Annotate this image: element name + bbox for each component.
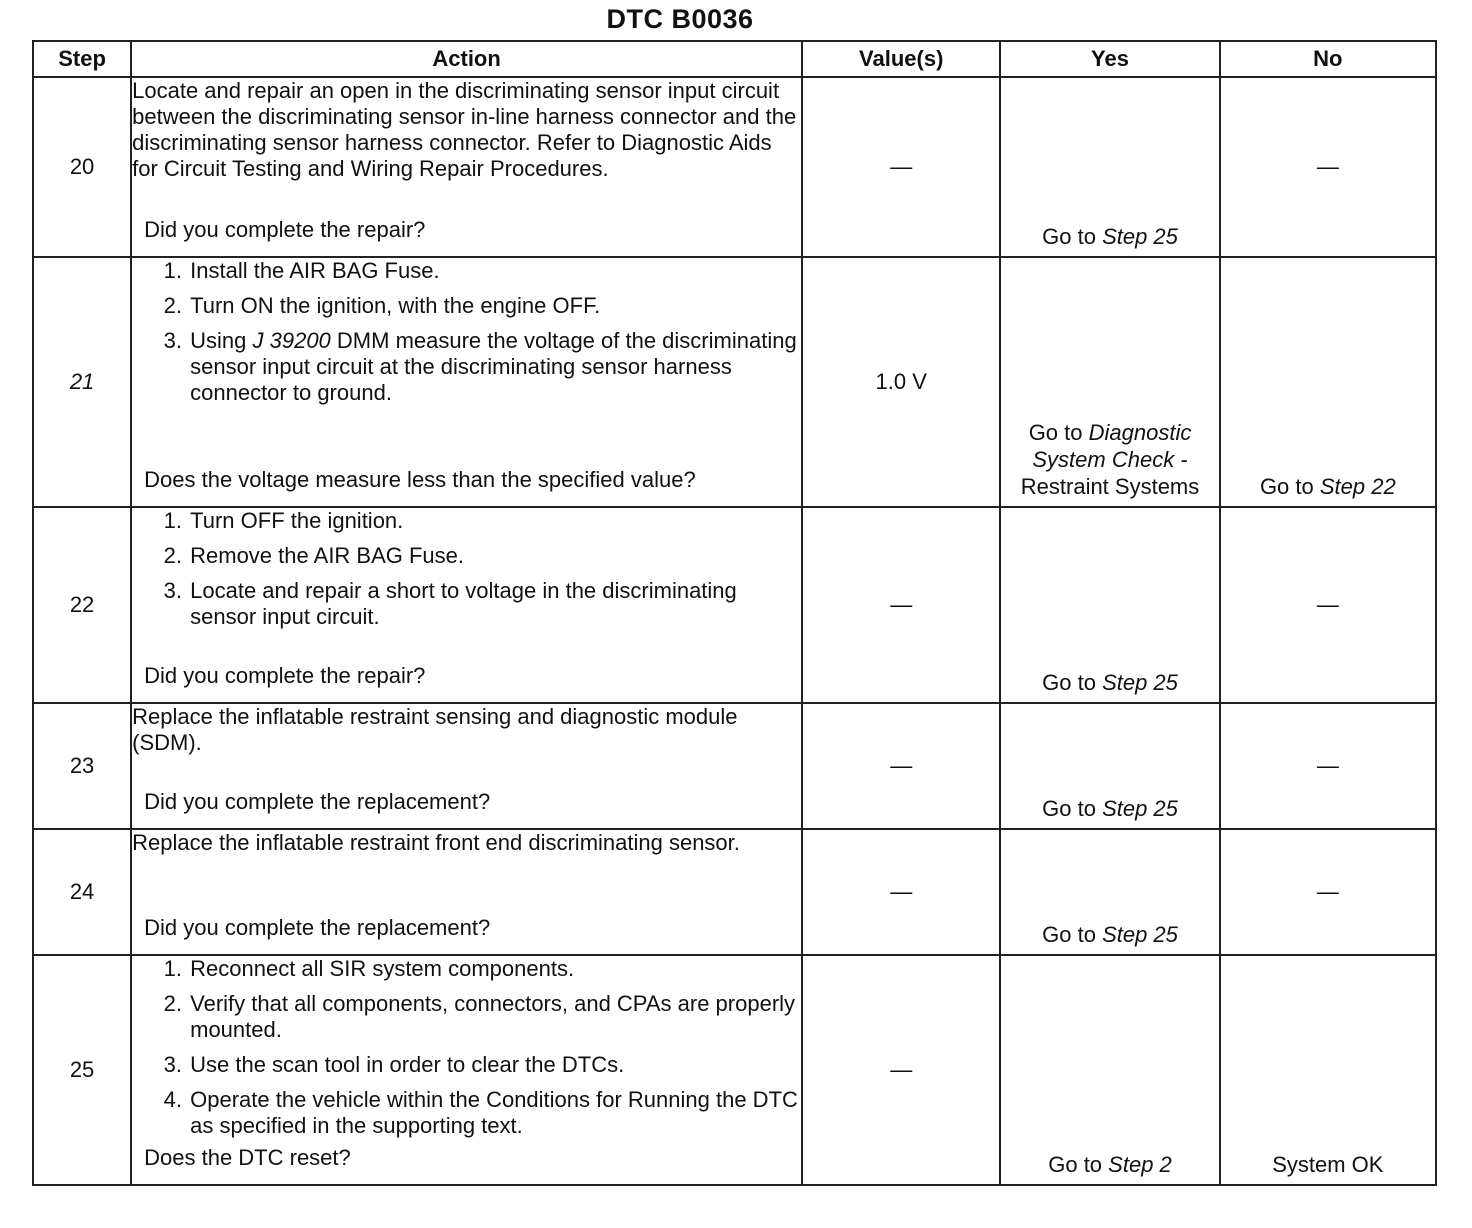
list-item: 1. Reconnect all SIR system components. bbox=[188, 956, 801, 982]
table-row bbox=[33, 77, 1436, 257]
action-text: Replace the inflatable restraint sensing and diagnostic module (SDM). bbox=[132, 704, 738, 755]
no-cell: — bbox=[1220, 703, 1436, 829]
no-prefix: Go to bbox=[1259, 474, 1314, 499]
yes-cell bbox=[1000, 77, 1219, 257]
yes-cell bbox=[1000, 257, 1219, 507]
action-cell bbox=[131, 829, 802, 955]
yes-link[interactable]: Diagnostic System Check - bbox=[1032, 420, 1192, 472]
table-header-row bbox=[33, 41, 1436, 77]
value-cell: — bbox=[802, 507, 1000, 703]
action-cell bbox=[131, 257, 802, 507]
step-number: 21 bbox=[33, 257, 131, 507]
diagnostic-table bbox=[32, 40, 1437, 1186]
yes-prefix: Go to bbox=[1042, 922, 1096, 947]
header-no: No bbox=[1220, 41, 1436, 77]
yes-prefix: Go to bbox=[1042, 670, 1096, 695]
list-item: 2. Turn ON the ignition, with the engine OFF. bbox=[188, 293, 801, 319]
action-cell bbox=[131, 77, 802, 257]
list-item: 2. Remove the AIR BAG Fuse. bbox=[188, 543, 801, 569]
action-cell bbox=[131, 703, 802, 829]
value-cell: — bbox=[802, 703, 1000, 829]
action-question: Did you complete the repair? bbox=[144, 663, 426, 688]
header-step: Step bbox=[33, 41, 131, 77]
list-item: 2. Verify that all components, connectors, and CPAs are properly mounted. bbox=[188, 991, 801, 1043]
header-action: Action bbox=[131, 41, 802, 77]
value-cell: — bbox=[802, 955, 1000, 1185]
action-cell bbox=[131, 507, 802, 703]
action-question: Did you complete the replacement? bbox=[144, 915, 491, 940]
action-question: Does the voltage measure less than the specified value? bbox=[144, 467, 696, 492]
action-text: Locate and repair an open in the discriminating sensor input circuit between the discriminating sensor in-line harness connector and the discriminating sensor harness connector. Refer to Diagnostic Aids for Circuit Testing and Wiring Repair Procedures. bbox=[132, 78, 797, 181]
step-number: 20 bbox=[33, 77, 131, 257]
value-cell: — bbox=[802, 77, 1000, 257]
tool-reference: J 39200 bbox=[252, 328, 331, 353]
no-cell bbox=[1220, 257, 1436, 507]
list-item: 4. Operate the vehicle within the Conditions for Running the DTC as specified in the supporting text. bbox=[188, 1087, 801, 1139]
no-result: System OK bbox=[1272, 1152, 1384, 1177]
action-question: Did you complete the replacement? bbox=[144, 789, 491, 814]
table-row bbox=[33, 257, 1436, 507]
list-item: 3. Use the scan tool in order to clear the DTCs. bbox=[188, 1052, 801, 1078]
yes-prefix: Go to bbox=[1028, 420, 1083, 445]
yes-cell bbox=[1000, 829, 1219, 955]
table-row bbox=[33, 507, 1436, 703]
list-item: 3. Using J 39200 DMM measure the voltage of the discriminating sensor input circuit at the discriminating sensor harness connector to ground. bbox=[188, 328, 801, 406]
yes-cell bbox=[1000, 507, 1219, 703]
yes-prefix: Go to bbox=[1048, 1152, 1103, 1177]
table-row bbox=[33, 829, 1436, 955]
header-values: Value(s) bbox=[802, 41, 1000, 77]
action-list bbox=[132, 258, 801, 406]
yes-suffix: Restraint Systems bbox=[1020, 474, 1200, 499]
no-cell bbox=[1220, 955, 1436, 1185]
yes-link[interactable]: Step 25 bbox=[1102, 224, 1178, 249]
yes-link[interactable]: Step 25 bbox=[1102, 670, 1178, 695]
action-question: Does the DTC reset? bbox=[144, 1145, 351, 1170]
yes-prefix: Go to bbox=[1042, 796, 1096, 821]
header-yes: Yes bbox=[1000, 41, 1219, 77]
table-row bbox=[33, 703, 1436, 829]
list-item: 1. Install the AIR BAG Fuse. bbox=[188, 258, 801, 284]
yes-link[interactable]: Step 2 bbox=[1108, 1152, 1172, 1177]
no-cell: — bbox=[1220, 507, 1436, 703]
table-row bbox=[33, 955, 1436, 1185]
value-cell: — bbox=[802, 829, 1000, 955]
action-list bbox=[132, 956, 801, 1139]
action-question: Did you complete the repair? bbox=[144, 217, 426, 242]
no-cell: — bbox=[1220, 77, 1436, 257]
action-list bbox=[132, 508, 801, 630]
step-number: 23 bbox=[33, 703, 131, 829]
no-link[interactable]: Step 22 bbox=[1319, 474, 1396, 499]
yes-cell bbox=[1000, 703, 1219, 829]
page-title: DTC B0036 bbox=[606, 4, 754, 34]
value-cell: 1.0 V bbox=[802, 257, 1000, 507]
list-item: 1. Turn OFF the ignition. bbox=[188, 508, 801, 534]
step-number: 22 bbox=[33, 507, 131, 703]
list-item: 3. Locate and repair a short to voltage in the discriminating sensor input circuit. bbox=[188, 578, 801, 630]
step-number: 24 bbox=[33, 829, 131, 955]
no-cell: — bbox=[1220, 829, 1436, 955]
yes-prefix: Go to bbox=[1042, 224, 1096, 249]
yes-link[interactable]: Step 25 bbox=[1102, 796, 1178, 821]
yes-link[interactable]: Step 25 bbox=[1102, 922, 1178, 947]
step-number: 25 bbox=[33, 955, 131, 1185]
action-cell bbox=[131, 955, 802, 1185]
action-text: Replace the inflatable restraint front end discriminating sensor. bbox=[132, 830, 740, 855]
yes-cell bbox=[1000, 955, 1219, 1185]
